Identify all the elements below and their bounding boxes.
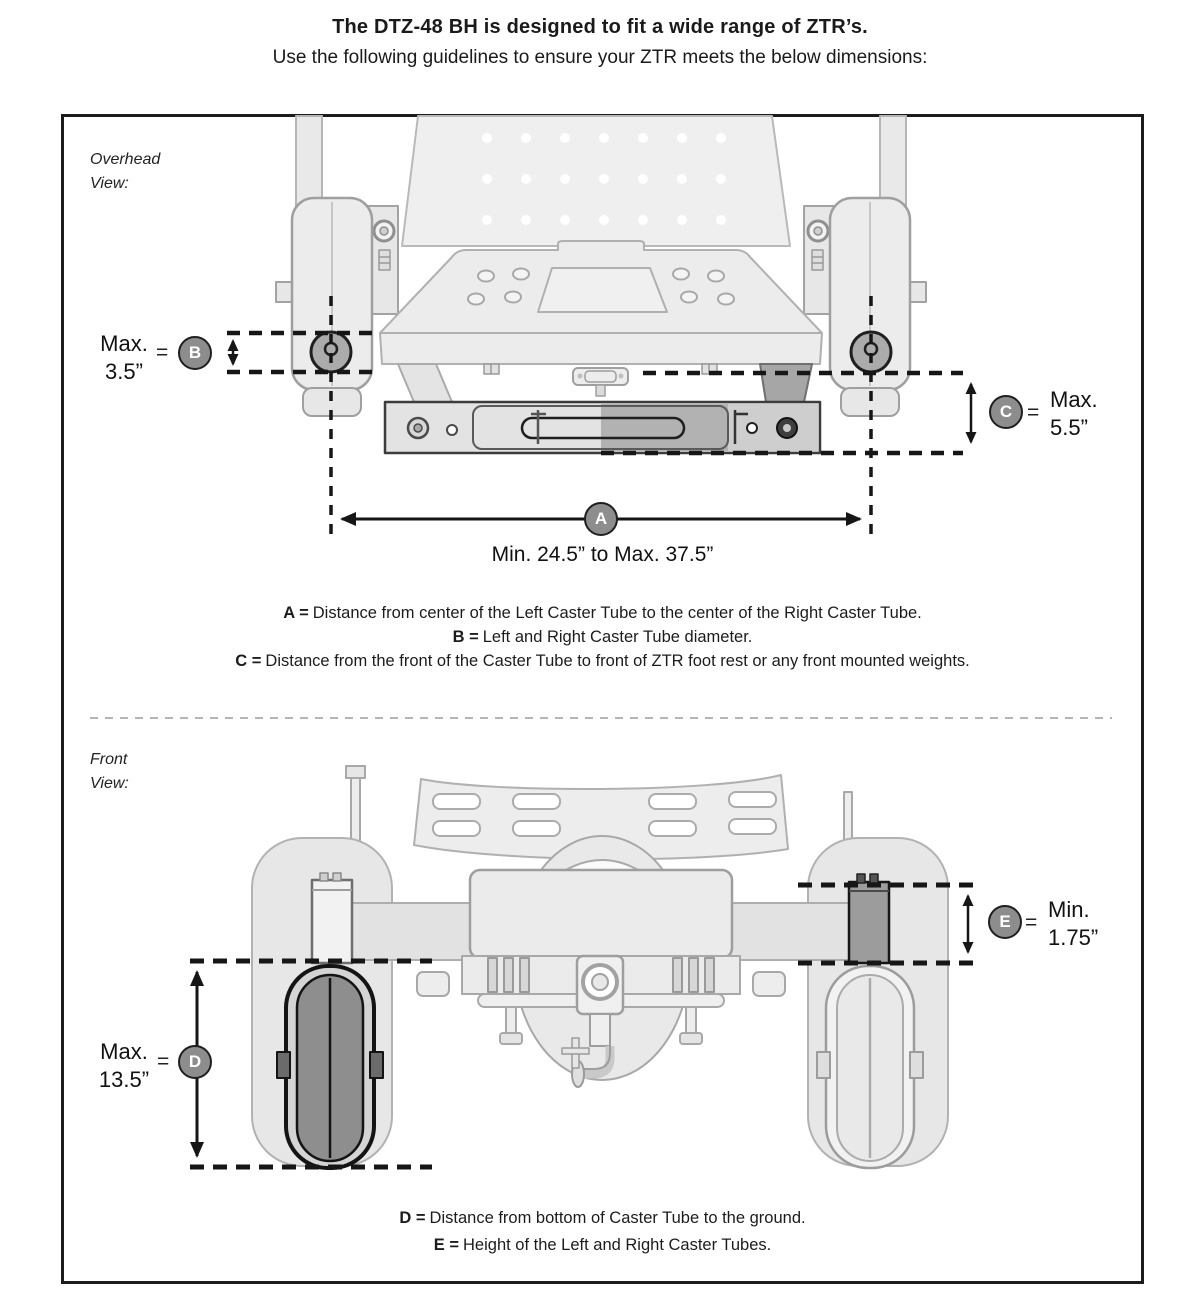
legend-line-d: D = Distance from bottom of Caster Tube to the ground. [399,1209,806,1227]
overhead-mower-illustration [276,116,926,453]
overhead-view-label: Overhead View: [90,151,161,192]
dim-c-equals: = [1027,401,1040,424]
dim-d-value: Max. 13.5” [98,1039,150,1092]
dim-b-circle [178,336,212,370]
dim-a-range-text: Min. 24.5” to Max. 37.5” [491,543,714,566]
legend-line-b: B = Left and Right Caster Tube diameter. [452,628,753,646]
dim-c-letter: C [999,402,1013,421]
page-subtitle: Use the following guidelines to ensure your ZTR meets the below dimensions: [272,47,928,68]
dim-c-value: Max. 5.5” [1050,387,1098,440]
dim-a-letter: A [594,509,608,528]
dim-d-equals: = [157,1050,170,1073]
front-legend [61,1205,1144,1259]
legend-line-a: A = Distance from center of the Left Caster Tube to the center of the Right Caster Tube. [283,604,922,622]
dim-e-circle [988,905,1022,939]
dim-d-letter: D [188,1052,202,1071]
legend-line-c: C = Distance from the front of the Caster Tube to front of ZTR foot rest or any front mounted weights. [235,652,970,670]
front-view-label: Front View: [90,751,129,792]
dim-b-value: Max. 3.5” [100,331,148,384]
dim-c-circle [989,395,1023,429]
dim-b-letter: B [188,343,202,362]
dim-e-value: Min. 1.75” [1048,897,1099,950]
overhead-legend [61,601,1144,673]
dim-a-circle [584,502,618,536]
legend-line-e: E = Height of the Left and Right Caster Tubes. [433,1236,772,1254]
page-title: The DTZ-48 BH is designed to fit a wide range of ZTR’s. [332,16,868,38]
dim-e-equals: = [1025,911,1038,934]
dim-b-equals: = [156,341,169,364]
dim-e-letter: E [999,912,1011,931]
dim-d-circle [178,1045,212,1079]
front-mower-illustration [252,766,948,1168]
